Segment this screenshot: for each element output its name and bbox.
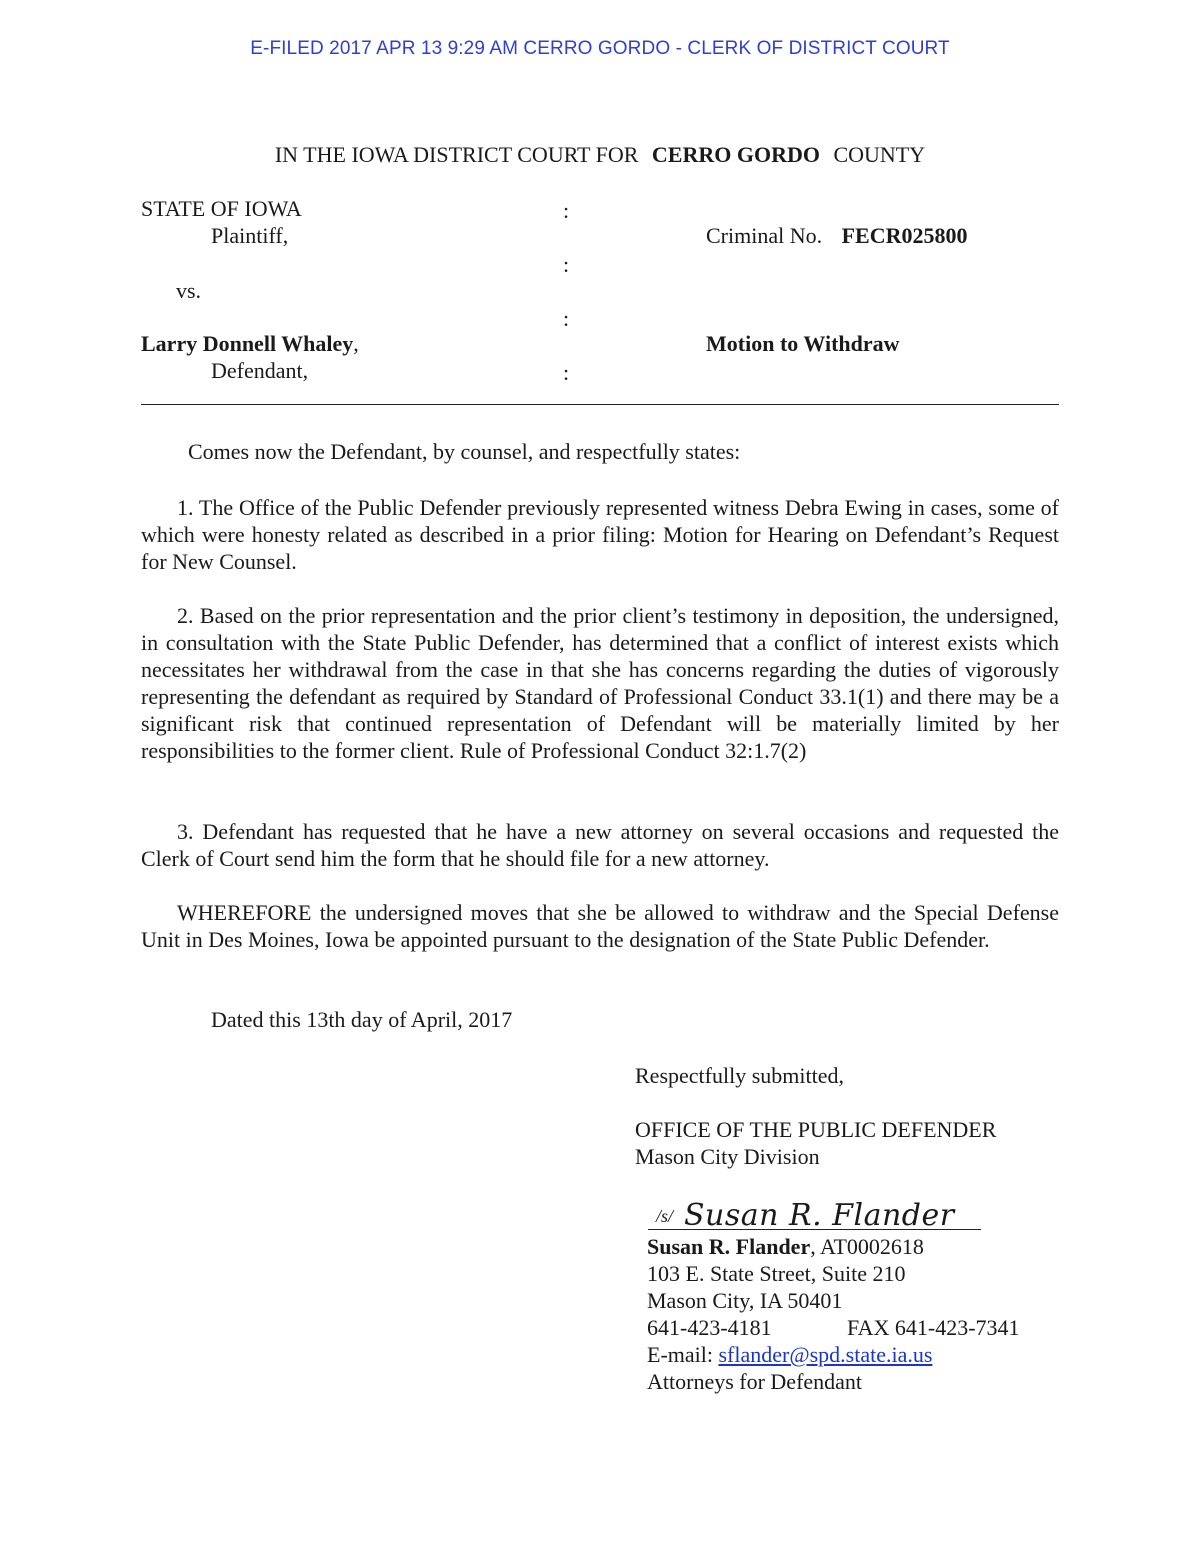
signature-line (648, 1195, 981, 1233)
efiled-stamp: E-FILED 2017 APR 13 9:29 AM CERRO GORDO - CLERK OF DISTRICT COURT (250, 38, 950, 59)
caption-colon: : (563, 360, 570, 385)
paragraph-1 (141, 494, 1059, 575)
address-line-2: Mason City, IA 50401 (647, 1288, 843, 1313)
court-title (0, 142, 1200, 168)
caption-colon: : (563, 252, 570, 277)
caption-divider (141, 404, 1059, 405)
defendant-caption (141, 331, 359, 357)
case-number: FECR025800 (841, 223, 968, 248)
paragraph-3 (141, 818, 1059, 872)
email-link[interactable]: sflander@spd.state.ia.us (718, 1342, 933, 1367)
paragraph-3-text: 3. Defendant has requested that he have a new attorney on several occasions and requested the Clerk of Court send him the form that he should file for a new attorney. (141, 819, 1059, 871)
attorney-name: Susan R. Flander (647, 1234, 811, 1259)
court-title-suffix: COUNTY (833, 142, 926, 167)
attorney-role: Attorneys for Defendant (647, 1369, 863, 1394)
fax: FAX 641-423-7341 (847, 1315, 1020, 1340)
email-label: E-mail: (647, 1342, 719, 1367)
office-name: OFFICE OF THE PUBLIC DEFENDER (635, 1117, 997, 1142)
dated-line: Dated this 13th day of April, 2017 (211, 1007, 513, 1032)
attorney-line (647, 1233, 924, 1260)
versus: vs. (176, 278, 202, 303)
document-title: Motion to Withdraw (706, 331, 900, 356)
phone: 641-423-4181 (647, 1315, 772, 1340)
closing: Respectfully submitted, (635, 1063, 844, 1088)
office-division: Mason City Division (635, 1144, 820, 1169)
defendant-role: Defendant, (211, 358, 309, 383)
caption-colon: : (563, 306, 570, 331)
email-line (647, 1341, 932, 1368)
court-title-prefix: IN THE IOWA DISTRICT COURT FOR (274, 142, 639, 167)
attorney-number: , AT0002618 (810, 1234, 924, 1259)
signature-prefix: /s/ (656, 1206, 674, 1226)
paragraph-2 (141, 602, 1059, 764)
paragraph-2-text: 2. Based on the prior representation and the prior client’s testimony in deposition, the undersigned, in consultation with the State Public Defender, has determined that a conflict of interest exists which necessitates her withdrawal from the case in that she has concerns regarding the duties of vigorously representing the defendant as required by Standard of Professional Conduct 33.1(1) and there may be a significant risk that continued representation of Defendant will be materially limited by her responsibilities to the former client. Rule of Professional Conduct 32:1.7(2) (141, 603, 1059, 763)
caption-colon: : (563, 198, 570, 223)
defendant-name: Larry Donnell Whaley (141, 331, 354, 356)
plaintiff-name: STATE OF IOWA (141, 196, 302, 221)
case-label: Criminal No. (706, 223, 823, 248)
signature-script: Susan R. Flander (684, 1198, 955, 1233)
paragraph-wherefore (141, 899, 1059, 953)
defendant-comma: , (353, 331, 359, 356)
intro-text: Comes now the Defendant, by counsel, and respectfully states: (188, 439, 741, 464)
paragraph-wherefore-text: WHEREFORE the undersigned moves that she be allowed to withdraw and the Special Defense Unit in Des Moines, Iowa be appointed pursuant to the designation of the State Public Defender. (141, 900, 1059, 952)
county-name: CERRO GORDO (651, 142, 820, 167)
plaintiff-role: Plaintiff, (211, 223, 289, 248)
paragraph-1-text: 1. The Office of the Public Defender previously represented witness Debra Ewing in cases, some of which were honesty related as described in a prior filing: Motion for Hearing on Defendant’s Request for New Counsel. (141, 495, 1059, 574)
case-number-line (706, 223, 968, 249)
address-line-1: 103 E. State Street, Suite 210 (647, 1261, 906, 1286)
